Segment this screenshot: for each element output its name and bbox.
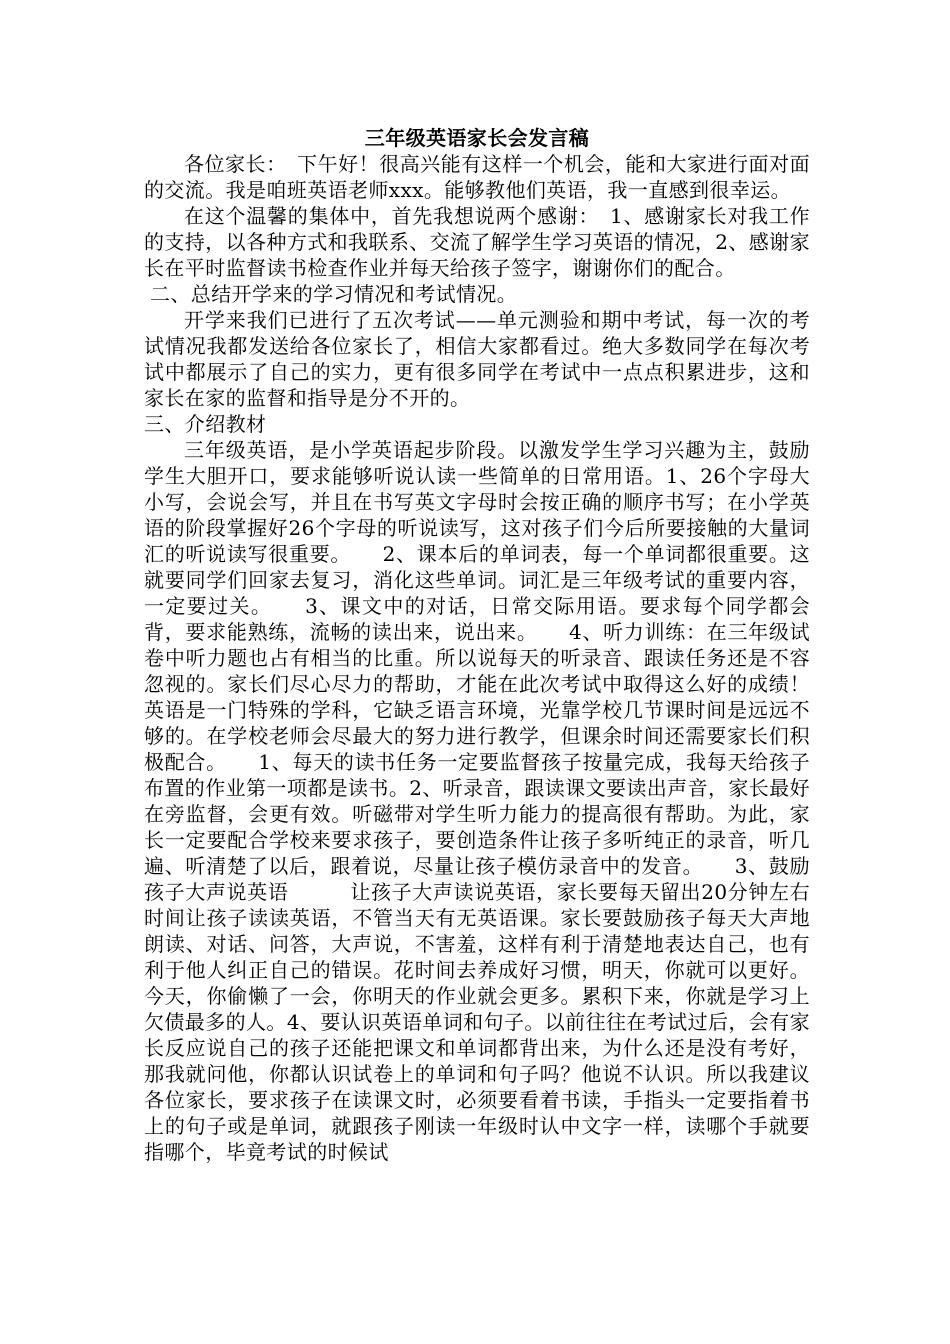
section-3-body: 三年级英语，是小学英语起步阶段。以激发学生学习兴趣为主，鼓励学生大胆开口，要求能够听说认读一些简单的日常用语。1、26个字母大小写，会说会写，并且在书写英文字母时会按正确的顺序书写；在小学英语的阶段掌握好26个字母的听说读写，这对孩子们今后所要接触的大量词汇的听说读写很重要。 2、课本后的单词表，每一个单词都很重要。这就要同学们回家去复习，消化这些单词。词汇是三年级考试的重要内容，一定要过关。 3、课文中的对话，日常交际用语。要求每个同学都会背，要求能熟练，流畅的读出来，说出来。 4、听力训练：在三年级试卷中听力题也占有相当的比重。所以说每天的听录音、跟读任务还是不容忽视的。家长们尽心尽力的帮助，才能在此次考试中取得这么好的成绩！ 英语是一门特殊的学科，它缺乏语言环境，光靠学校几节课时间是远远不够的。在学校老师会尽最大的努力进行教学，但课余时间还需要家长们积极配合。 1、每天的读书任务一定要监督孩子按量完成，我每天给孩子布置的作业第一项都是读书。2、听录音，跟读课文要读出声音，家长最好在旁监督，会更有效。听磁带对学生听力能力的提高很有帮助。为此，家长一定要配合学校来要求孩子，要创造条件让孩子多听纯正的录音，听几遍、听清楚了以后，跟着说，尽量让孩子模仿录音中的发音。 3、鼓励孩子大声说英语 让孩子大声读说英语，家长要每天留出20分钟左右时间让孩子读读英语，不管当天有无英语课。家长要鼓励孩子每天大声地朗读、对话、问答，大声说，不害羞，这样有利于清楚地表达自己，也有利于他人纠正自己的错误。花时间去养成好习惯，明天，你就可以更好。今天，你偷懒了一会，你明天的作业就会更多。累积下来，你就是学习上欠债最多的人。4、要认识英语单词和句子。以前往往在考试过后，会有家长反应说自己的孩子还能把课文和单词都背出来，为什么还是没有考好，那我就问他，你都认识试卷上的单词和句子吗？他说不认识。所以我建议各位家长，要求孩子在读课文时，必须要看着书读，手指头一定要指着书上的句子或是单词，就跟孩子刚读一年级时认中文字一样，读哪个手就要指哪个，毕竟考试的时候试: [144, 438, 831, 1164]
document-body: [144, 125, 831, 1165]
section-3-heading: 三、介绍教材: [144, 412, 267, 436]
greeting-paragraph: 各位家长： 下午好！很高兴能有这样一个机会，能和大家进行面对面的交流。我是咱班英语老师xxx。能够教他们英语，我一直感到很幸运。: [144, 152, 810, 202]
section-2-heading: 二、总结开学来的学习情况和考试情况。: [150, 282, 518, 306]
section-2-body: 开学来我们已进行了五次考试——单元测验和期中考试，每一次的考试情况我都发送给各位家长了，相信大家都看过。绝大多数同学在每次考试中都展示了自己的实力，更有很多同学在考试中一点点积累进步，这和家长在家的监督和指导是分不开的。: [144, 308, 810, 410]
thanks-paragraph: 在这个温馨的集体中，首先我想说两个感谢： 1、感谢家长对我工作的支持，以各种方式和我联系、交流了解学生学习英语的情况，2、感谢家长在平时监督读书检查作业并每天给孩子签字，谢谢你们的配合。: [144, 204, 810, 280]
document-title: 三年级英语家长会发言稿: [364, 126, 590, 150]
